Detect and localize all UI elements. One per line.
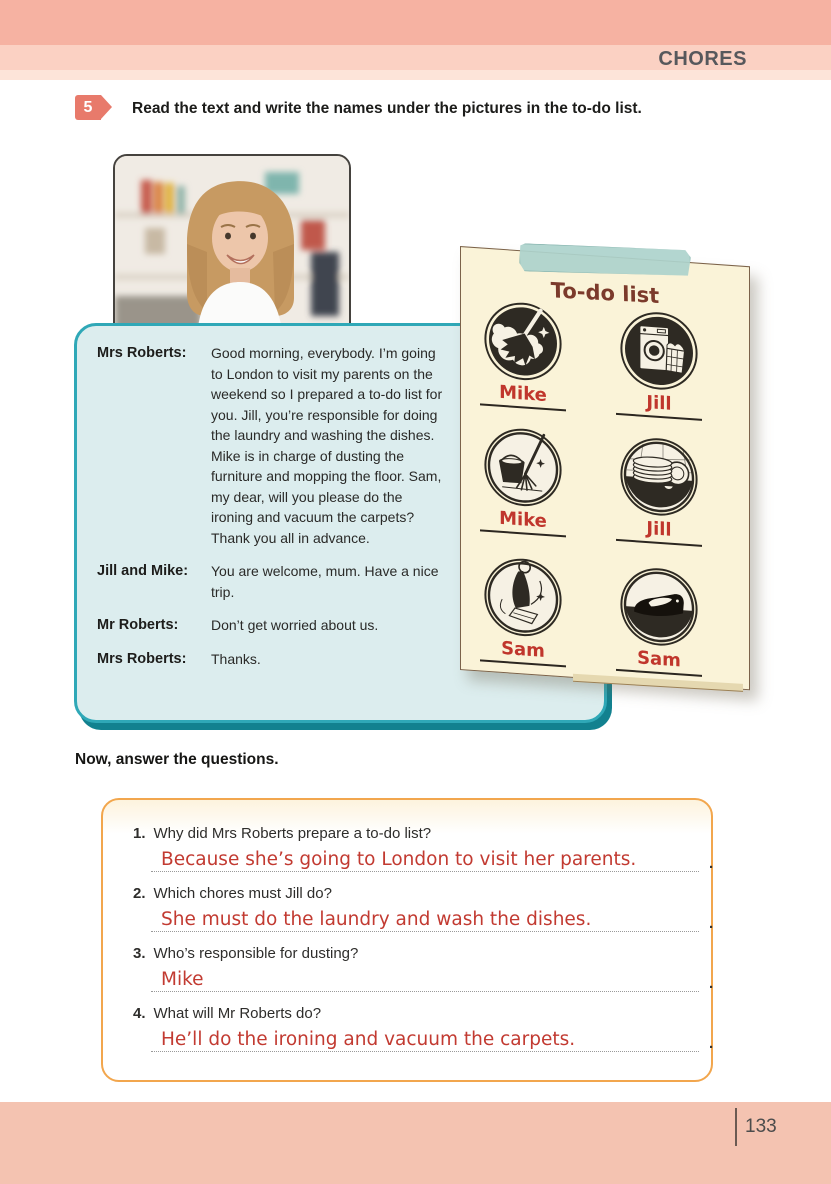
woman-portrait-illustration <box>115 156 349 338</box>
question-text: Which chores must Jill do? <box>153 885 332 902</box>
questions-heading: Now, answer the questions. <box>75 751 279 768</box>
question-item <box>133 884 714 932</box>
footer-band <box>0 1102 831 1184</box>
chore-name-slot[interactable]: Sam <box>616 646 702 677</box>
dishes-icon <box>619 434 699 520</box>
mop-bucket-icon <box>483 425 563 511</box>
speech-text: Thanks. <box>211 650 261 667</box>
speech-text: You are welcome, mum. Have a nice trip. <box>211 563 439 600</box>
chore-item <box>611 434 707 548</box>
chore-item <box>475 554 571 668</box>
exercise-number-badge: 5 <box>75 95 101 120</box>
chore-item <box>611 308 707 422</box>
question-number: 1. <box>133 825 146 842</box>
unit-title: CHORES <box>658 48 747 70</box>
chore-name-slot[interactable]: Jill <box>616 516 702 547</box>
question-number: 4. <box>133 1005 146 1022</box>
washi-tape <box>519 243 692 277</box>
page-number-block <box>735 1108 777 1146</box>
chore-item <box>475 424 571 538</box>
answer-line <box>151 909 714 932</box>
todo-list-paper <box>460 246 750 690</box>
answer-field[interactable]: He’ll do the ironing and vacuum the carpets. <box>151 1029 699 1052</box>
speaker-name: Jill and Mike: <box>97 563 189 579</box>
chore-item <box>475 298 571 412</box>
question-number: 3. <box>133 945 146 962</box>
speech-text: Don’t get worried about us. <box>211 617 379 633</box>
answer-line <box>151 969 714 992</box>
page-number-divider <box>735 1108 737 1146</box>
iron-icon <box>619 564 699 650</box>
chore-name-slot[interactable]: Jill <box>616 390 702 421</box>
speaker-name: Mrs Roberts: <box>97 345 187 361</box>
vacuum-cleaner-icon <box>483 555 563 641</box>
question-item <box>133 944 714 992</box>
page-number: 133 <box>745 1116 777 1137</box>
mrs-roberts-photo <box>113 154 351 340</box>
questions-box <box>101 798 713 1082</box>
speaker-name: Mrs Roberts: <box>97 650 187 667</box>
answer-period: . <box>709 1035 714 1052</box>
exercise-instruction: Read the text and write the names under the pictures in the to-do list. <box>132 100 642 117</box>
feather-duster-icon <box>483 299 563 385</box>
chore-name-slot[interactable]: Mike <box>480 506 566 537</box>
question-item <box>133 1004 714 1052</box>
todo-list-title: To-do list <box>550 278 660 308</box>
answer-field[interactable]: She must do the laundry and wash the dishes. <box>151 909 699 932</box>
answer-field[interactable]: Mike <box>151 969 699 992</box>
chore-name-slot[interactable]: Mike <box>480 380 566 411</box>
speaker-name: Mr Roberts: <box>97 617 179 633</box>
question-text: Who’s responsible for dusting? <box>153 945 359 962</box>
header-band-light-strip <box>0 70 831 80</box>
question-text: What will Mr Roberts do? <box>153 1005 322 1022</box>
question-number: 2. <box>133 885 146 902</box>
answer-field[interactable]: Because she’s going to London to visit her parents. <box>151 849 699 872</box>
chore-item <box>611 564 707 678</box>
washing-machine-icon <box>619 308 699 394</box>
question-text: Why did Mrs Roberts prepare a to-do list? <box>153 825 432 842</box>
answer-line <box>151 849 714 872</box>
speech-text: Good morning, everybody. I’m going to London to visit my parents on the weekend so I prepared a to-do list for you. Jill, you’re responsible for doing the laundry and washing the dishes. Mike is in charge of dusting the furniture and mopping the floor. Sam, my dear, will you please do the ironing and vacuum the carpets? Thank you all in advance. <box>211 345 443 546</box>
header-band <box>0 0 831 45</box>
answer-period: . <box>709 975 714 992</box>
answer-period: . <box>709 915 714 932</box>
question-item <box>133 824 714 872</box>
answer-period: . <box>709 855 714 872</box>
chore-name-slot[interactable]: Sam <box>480 636 566 667</box>
answer-line <box>151 1029 714 1052</box>
